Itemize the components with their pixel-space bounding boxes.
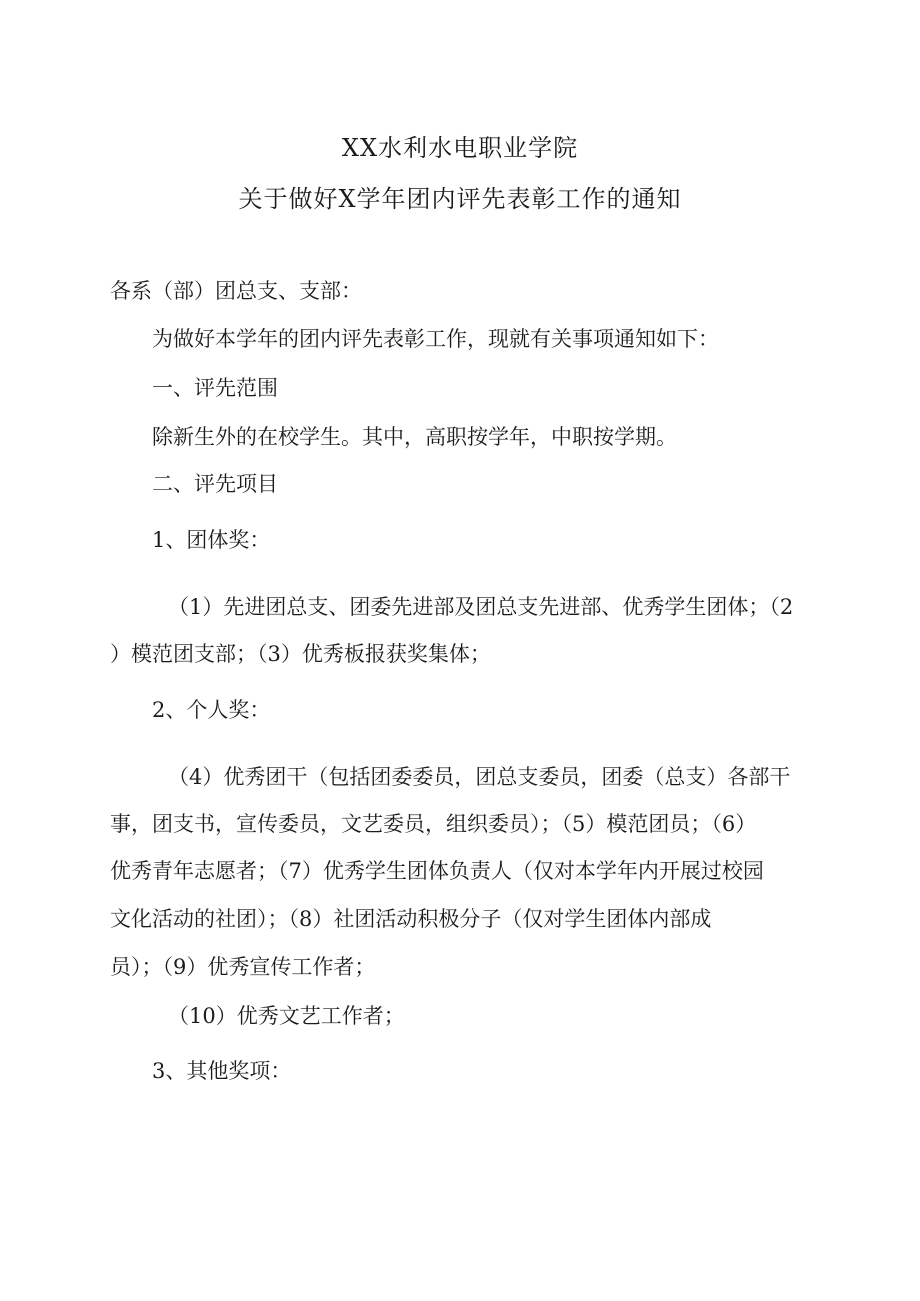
section2-heading: 二、评先项目 <box>152 472 278 496</box>
other-award-heading: 3、其他奖项： <box>152 1059 292 1083</box>
individual-award-line: （10）优秀文艺工作者； <box>168 1004 405 1028</box>
intro-paragraph: 为做好本学年的团内评先表彰工作，现就有关事项通知如下： <box>152 327 719 351</box>
school-name: XX水利水电职业学院 <box>341 134 579 162</box>
individual-award-line: （4）优秀团干（包括团委委员，团总支委员，团委（总支）各部干 <box>168 765 791 789</box>
individual-award-line: 文化活动的社团）；（8）社团活动积极分子（仅对学生团体内部成 <box>110 907 712 931</box>
section1-heading: 一、评先范围 <box>152 376 278 400</box>
notice-title: 关于做好X学年团内评先表彰工作的通知 <box>238 185 682 213</box>
section1-text: 除新生外的在校学生。其中，高职按学年，中职按学期。 <box>152 425 677 449</box>
individual-award-line: 事，团支书，宣传委员，文艺委员，组织委员）；（5）模范团员；（6） <box>110 812 757 836</box>
group-award-line: ）模范团支部；（3）优秀板报获奖集体； <box>110 642 491 666</box>
salutation: 各系（部）团总支、支部： <box>110 279 362 303</box>
group-award-heading: 1、团体奖： <box>152 528 271 552</box>
individual-award-line: 优秀青年志愿者；（7）优秀学生团体负责人（仅对本学年内开展过校园 <box>110 859 764 883</box>
individual-award-heading: 2、个人奖： <box>152 698 271 722</box>
group-award-line: （1）先进团总支、团委先进部及团总支先进部、优秀学生团体；（2 <box>168 595 794 619</box>
individual-award-line: 员）；（9）优秀宣传工作者； <box>110 955 376 979</box>
